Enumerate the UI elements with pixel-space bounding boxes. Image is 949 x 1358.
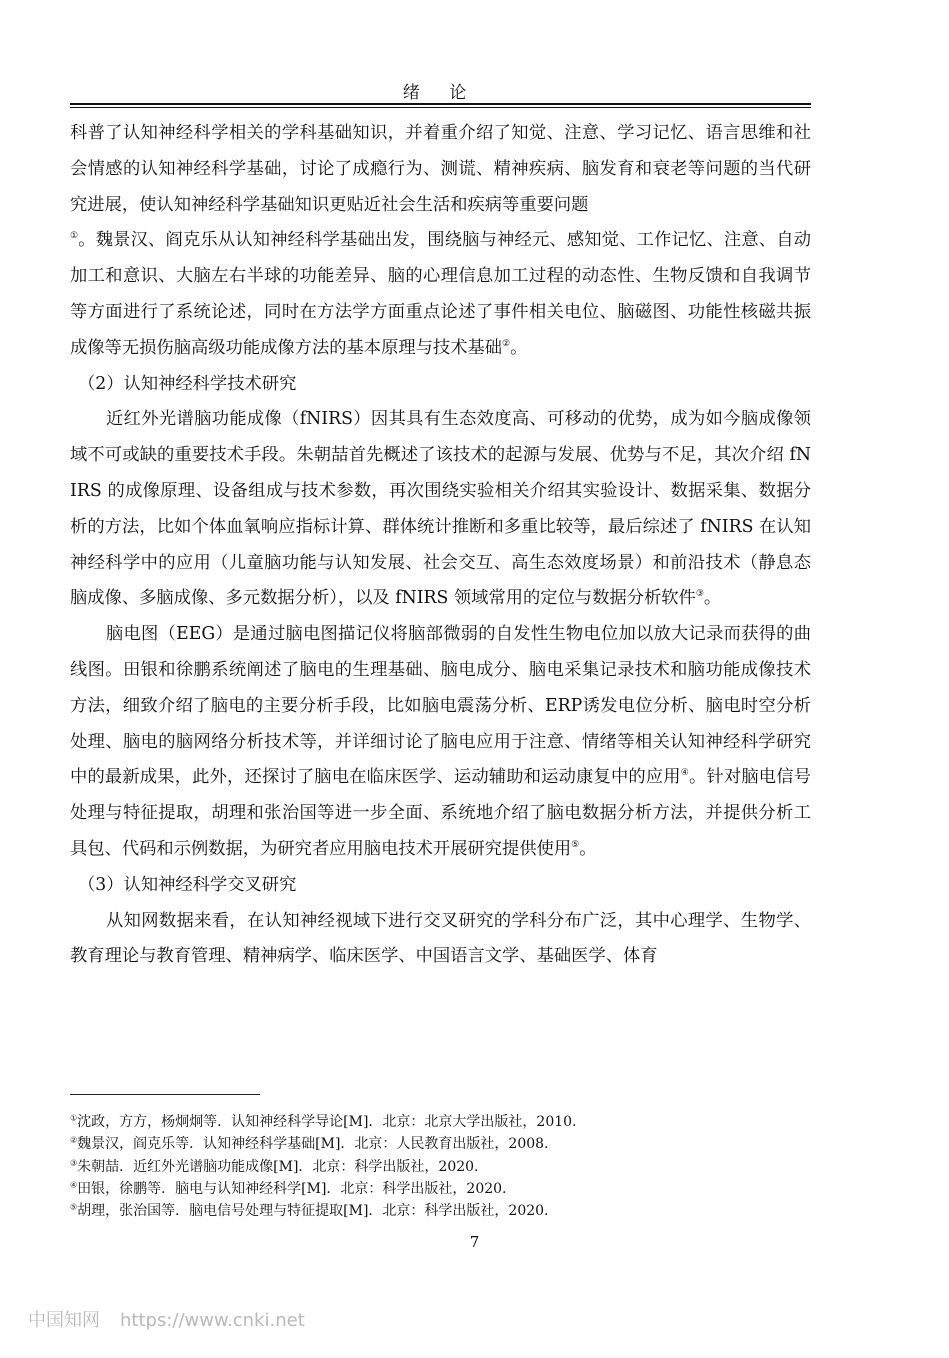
body-text	[70, 116, 811, 975]
watermark-site-name: 中国知网	[28, 1310, 100, 1331]
footnote-mark: ④	[70, 1180, 78, 1190]
paragraph-end: 。	[579, 838, 597, 859]
footnote-3	[70, 1156, 811, 1178]
footnote-text: 沈政，方方，杨炯炯等．认知神经科学导论[M]．北京：北京大学出版社，2010.	[77, 1114, 577, 1130]
paragraph-continued-2	[70, 223, 811, 366]
paragraph-text: 从知网数据来看，在认知神经视域下进行交叉研究的学科分布广泛，其中心理学、生物学、教育理论与教育管理、精神病学、临床医学、中国语言文学、基础医学、体育	[70, 910, 811, 967]
watermark-url[interactable]: https://www.cnki.net	[120, 1310, 305, 1331]
footnote-ref-1[interactable]: ①	[70, 231, 79, 242]
paragraph-cross-research	[70, 904, 811, 976]
footnote-5	[70, 1200, 811, 1222]
footnote-text: 朱朝喆．近红外光谱脑功能成像[M]．北京：科学出版社，2020.	[77, 1158, 479, 1175]
cnki-watermark	[28, 1306, 325, 1332]
paragraph-continued-1	[70, 116, 811, 223]
paragraph-text-2: 。针对脑电信号处理与特征提取，胡理和张治国等进一步全面、系统地介绍了脑电数据分析方法，并提供分析工具包、代码和示例数据，为研究者应用脑电技术开展研究提供使用	[70, 767, 811, 859]
footnote-ref-3[interactable]: ③	[695, 589, 704, 600]
footnote-ref-4[interactable]: ④	[680, 768, 689, 779]
footnote-text: 田银，徐鹏等．脑电与认知神经科学[M]．北京：科学出版社，2020.	[77, 1180, 507, 1197]
section-heading-3: （3）认知神经科学交叉研究	[78, 874, 297, 895]
paragraph-eeg	[70, 617, 811, 868]
section-heading-2: （2）认知神经科学技术研究	[78, 373, 297, 394]
header-rule-thick	[70, 103, 811, 105]
page-number: 7	[469, 1233, 480, 1251]
running-header: 绪 论	[402, 83, 479, 103]
footnote-1	[70, 1111, 811, 1133]
paragraph-text: 近红外光谱脑功能成像（fNIRS）因其具有生态效度高、可移动的优势，成为如今脑成像领域不可或缺的重要技术手段。朱朝喆首先概述了该技术的起源与发展、优势与不足，其次介绍 fNIRS 的成像原理、设备组成与技术参数，再次围绕实验相关介绍其实验设计、数据采集、数据分析的方法，比如个体血氧响应指标计算、群体统计推断和多重比较等，最后综述了 fNIRS 在认知神经科学中的应用（儿童脑功能与认知发展、社会交互、高生态效度场景）和前沿技术（静息态脑成像、多脑成像、多元数据分析），以及 fNIRS 领域常用的定位与数据分析软件	[70, 409, 811, 609]
footnote-4	[70, 1178, 811, 1200]
paragraph-end: 。	[703, 588, 722, 609]
footnote-ref-2[interactable]: ②	[502, 339, 511, 350]
footnote-text: 魏景汉，阎克乐等．认知神经科学基础[M]．北京：人民教育出版社，2008.	[77, 1136, 549, 1153]
footnote-2	[70, 1133, 811, 1155]
footnote-mark: ②	[70, 1135, 78, 1145]
paragraph-end: 。	[510, 337, 528, 358]
footnotes	[70, 1111, 811, 1222]
paragraph-fnirs	[70, 402, 811, 617]
footnote-separator	[70, 1094, 260, 1095]
paragraph-text: 脑电图（EEG）是通过脑电图描记仪将脑部微弱的自发性生物电位加以放大记录而获得的曲线图。田银和徐鹏系统阐述了脑电的生理基础、脑电成分、脑电采集记录技术和脑功能成像技术方法，细致介绍了脑电的主要分析手段，比如脑电震荡分析、ERP诱发电位分析、脑电时空分析处理、脑电的脑网络分析技术等，并详细讨论了脑电应用于注意、情绪等相关认知神经科学研究中的最新成果，此外，还探讨了脑电在临床医学、运动辅助和运动康复中的应用	[70, 624, 811, 788]
footnote-mark: ①	[70, 1113, 78, 1123]
header-rule-thin	[70, 107, 811, 108]
footnote-text: 胡理，张治国等．脑电信号处理与特征提取[M]．北京：科学出版社，2020.	[77, 1203, 549, 1220]
footnote-ref-5[interactable]: ⑤	[571, 840, 580, 851]
footnote-mark: ⑤	[70, 1202, 78, 1212]
paragraph-text: 。魏景汉、阎克乐从认知神经科学基础出发，围绕脑与神经元、感知觉、工作记忆、注意、自动加工和意识、大脑左右半球的功能差异、脑的心理信息加工过程的动态性、生物反馈和自我调节等方面进行了系统论述，同时在方法学方面重点论述了事件相关电位、脑磁图、功能性核磁共振成像等无损伤脑高级功能成像方法的基本原理与技术基础	[70, 230, 811, 358]
footnote-mark: ③	[70, 1157, 78, 1167]
paragraph-text: 科普了认知神经科学相关的学科基础知识，并着重介绍了知觉、注意、学习记忆、语言思维和社会情感的认知神经科学基础，讨论了成瘾行为、测谎、精神疾病、脑发育和衰老等问题的当代研究进展，使认知神经科学基础知识更贴近社会生活和疾病等重要问题	[70, 123, 811, 215]
